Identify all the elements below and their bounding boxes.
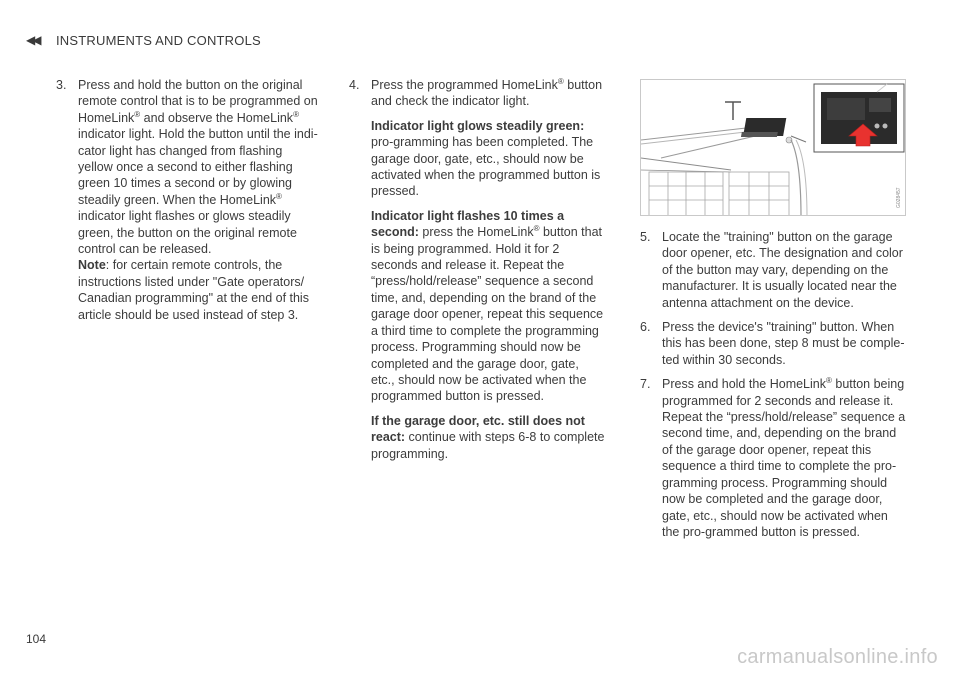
result-green-heading: Indicator light glows steadily green:	[371, 118, 585, 133]
result-no-reaction-heading: If the garage door, etc. still does not react:	[371, 413, 585, 445]
garage-door-opener-illustration	[640, 79, 906, 216]
step-7: 7. Press and hold the HomeLink® button being programmed for 2 seconds and release it. Repeat the “press/hold/release” sequence a second time, and, depending on the brand of the garage door opener, repeat this sequence a third time to complete the pro-gramming process. Programming should now be completed and the garage door, gate, etc., should now be activated when the pro-grammed button is pressed.	[640, 376, 906, 539]
result-flashing-heading: Indicator light flashes 10 times a second:	[371, 208, 565, 240]
registered-mark: ®	[276, 191, 282, 201]
section-title: INSTRUMENTS AND CONTROLS	[56, 33, 261, 48]
step-5: 5. Locate the "training" button on the garage door opener, etc. The designation and color of the button may vary, depending on the manufacturer. It is usually located near the antenna attachment on the device.	[640, 230, 903, 310]
note-text: : for certain remote controls, the instructions listed under "Gate operators/ Canadian programming" at the end of this article should be used instead of step 3.	[78, 258, 309, 322]
column-right	[640, 229, 908, 548]
column-left	[56, 77, 318, 331]
step-3: 3. Press and hold the button on the original remote control that is to be programmed on HomeLink® and observe the HomeLink® indicator light. Hold the button until the indi-cator light has changed from flashing yellow once a second to either flashing green 10 times a second or by glowing steadily green. When the HomeLink® indicator light flashes or glows steadily green, the button on the original remote control can be released. Note: for certain remote controls, the instructions listed under "Gate operators/ Canadian programming" at the end of this article should be used instead of step 3.	[56, 78, 318, 322]
registered-mark: ®	[557, 77, 564, 86]
step-number: 4.	[349, 78, 360, 92]
registered-mark: ®	[825, 376, 832, 386]
step-number: 5.	[640, 230, 651, 244]
column-middle	[349, 77, 605, 470]
registered-mark: ®	[293, 109, 299, 119]
page-number: 104	[26, 632, 47, 646]
registered-mark: ®	[533, 224, 540, 234]
step-number: 3.	[56, 78, 67, 92]
illustration-code: G028457	[896, 187, 902, 208]
step-number: 7.	[640, 377, 651, 392]
site-watermark: carmanualsonline.info	[737, 646, 938, 668]
step-6: 6. Press the device's "training" button. When this has been done, step 8 must be comple-ted within 30 seconds.	[640, 320, 905, 367]
step-4: 4. Press the programmed HomeLink® button and check the indicator light. Indicator light glows steadily green: pro-gramming has been completed. The garage door, gate, etc., should now be activated when the programmed button is pressed. Indicator light flashes 10 times a second: press the HomeLink® button that is being programmed. Hold it for 2 seconds and release it. Repeat the “press/hold/release” sequence a second time, and, depending on the brand of the garage door opener, repeat this sequence a third time to complete the programming process. Programming should now be completed and the garage door, gate, etc., should now be activated when the programmed button is pressed. If the garage door, etc. still does not react: continue with steps 6-8 to complete programming.	[349, 77, 605, 461]
registered-mark: ®	[134, 109, 141, 119]
note-label: Note	[78, 258, 106, 273]
step-number: 6.	[640, 320, 651, 335]
double-back-arrow-icon[interactable]: ◀◀	[26, 33, 39, 47]
